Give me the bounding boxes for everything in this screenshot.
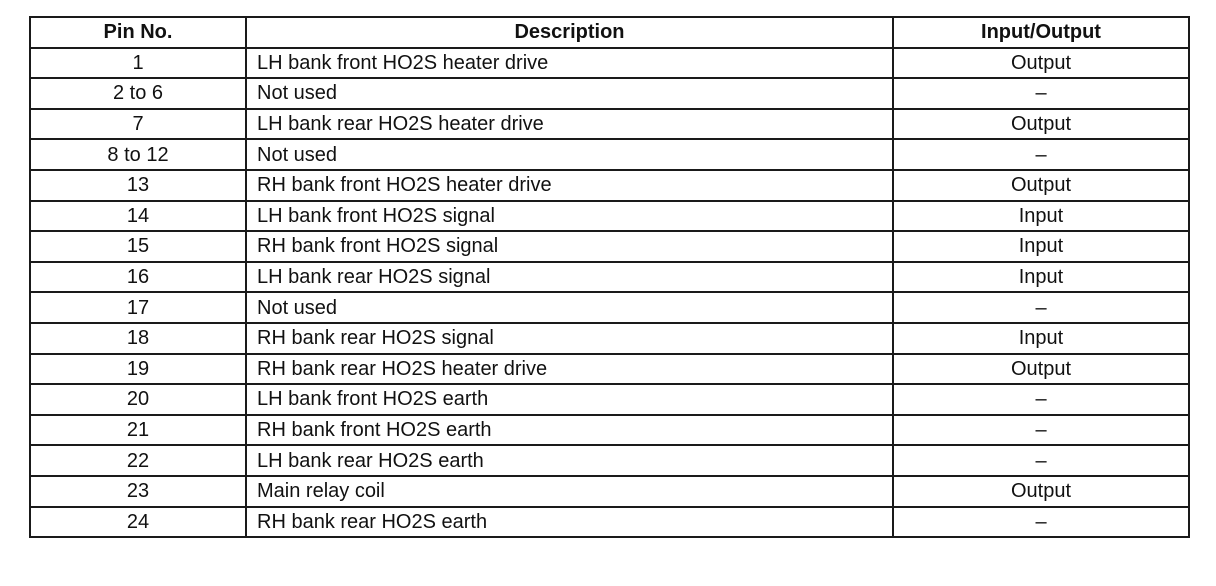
table-row	[30, 201, 1189, 232]
header-description: Description	[246, 17, 893, 48]
io-cell: –	[893, 292, 1189, 323]
description-cell: Not used	[246, 292, 893, 323]
io-cell: –	[893, 445, 1189, 476]
table-row	[30, 292, 1189, 323]
description-cell: RH bank front HO2S earth	[246, 415, 893, 446]
description-cell: RH bank rear HO2S earth	[246, 507, 893, 538]
pin-cell: 1	[30, 48, 246, 79]
description-cell: RH bank front HO2S signal	[246, 231, 893, 262]
header-row	[30, 17, 1189, 48]
io-cell: Input	[893, 323, 1189, 354]
pin-cell: 15	[30, 231, 246, 262]
table-header	[30, 17, 1189, 48]
pin-cell: 13	[30, 170, 246, 201]
description-cell: LH bank rear HO2S earth	[246, 445, 893, 476]
description-cell: Main relay coil	[246, 476, 893, 507]
pin-cell: 17	[30, 292, 246, 323]
io-cell: –	[893, 507, 1189, 538]
pin-cell: 8 to 12	[30, 139, 246, 170]
io-cell: –	[893, 139, 1189, 170]
pin-cell: 21	[30, 415, 246, 446]
pin-cell: 14	[30, 201, 246, 232]
table-row	[30, 262, 1189, 293]
table-row	[30, 384, 1189, 415]
pin-cell: 23	[30, 476, 246, 507]
io-cell: Input	[893, 262, 1189, 293]
table-row	[30, 78, 1189, 109]
table-row	[30, 170, 1189, 201]
table-row	[30, 109, 1189, 140]
table-row	[30, 507, 1189, 538]
pin-cell: 22	[30, 445, 246, 476]
pin-cell: 20	[30, 384, 246, 415]
table-row	[30, 323, 1189, 354]
description-cell: LH bank rear HO2S signal	[246, 262, 893, 293]
table-row	[30, 139, 1189, 170]
description-cell: LH bank front HO2S signal	[246, 201, 893, 232]
io-cell: Output	[893, 170, 1189, 201]
header-pin-no: Pin No.	[30, 17, 246, 48]
pin-cell: 24	[30, 507, 246, 538]
description-cell: LH bank front HO2S earth	[246, 384, 893, 415]
table-row	[30, 231, 1189, 262]
table-row	[30, 476, 1189, 507]
pin-table	[29, 16, 1190, 538]
description-cell: RH bank rear HO2S signal	[246, 323, 893, 354]
description-cell: RH bank rear HO2S heater drive	[246, 354, 893, 385]
table-row	[30, 445, 1189, 476]
io-cell: –	[893, 415, 1189, 446]
description-cell: Not used	[246, 78, 893, 109]
io-cell: Output	[893, 109, 1189, 140]
table-row	[30, 354, 1189, 385]
pin-cell: 16	[30, 262, 246, 293]
header-input-output: Input/Output	[893, 17, 1189, 48]
table-body	[30, 48, 1189, 538]
description-cell: Not used	[246, 139, 893, 170]
table-row	[30, 415, 1189, 446]
description-cell: LH bank rear HO2S heater drive	[246, 109, 893, 140]
description-cell: RH bank front HO2S heater drive	[246, 170, 893, 201]
io-cell: Output	[893, 48, 1189, 79]
io-cell: Input	[893, 201, 1189, 232]
description-cell: LH bank front HO2S heater drive	[246, 48, 893, 79]
pin-cell: 2 to 6	[30, 78, 246, 109]
io-cell: Input	[893, 231, 1189, 262]
io-cell: Output	[893, 476, 1189, 507]
pin-cell: 18	[30, 323, 246, 354]
io-cell: Output	[893, 354, 1189, 385]
io-cell: –	[893, 78, 1189, 109]
io-cell: –	[893, 384, 1189, 415]
pin-cell: 19	[30, 354, 246, 385]
table-row	[30, 48, 1189, 79]
pin-cell: 7	[30, 109, 246, 140]
